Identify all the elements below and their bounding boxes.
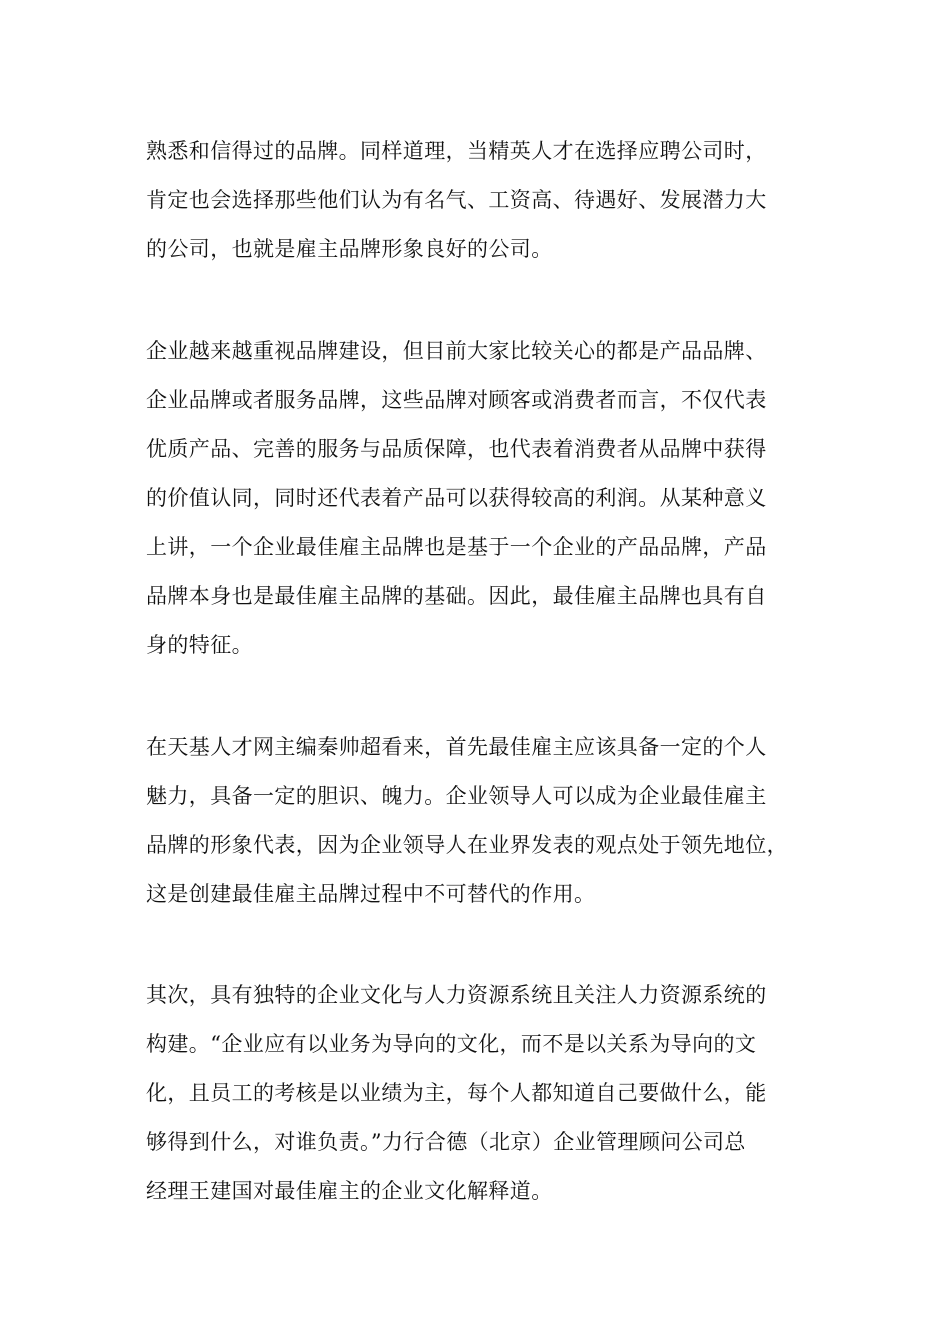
text-line: 身的特征。 [146, 633, 253, 657]
text-line: 品牌本身也是最佳雇主品牌的基础。因此，最佳雇主品牌也具有自 [146, 584, 767, 608]
text-line: 优质产品、完善的服务与品质保障，也代表着消费者从品牌中获得 [146, 437, 767, 461]
paragraph-3 [146, 723, 816, 919]
paragraph-4 [146, 971, 816, 1216]
text-line: 这是创建最佳雇主品牌过程中不可替代的作用。 [146, 882, 596, 906]
text-line: 企业越来越重视品牌建设，但目前大家比较关心的都是产品品牌、 [146, 339, 767, 363]
text-line: 经理王建国对最佳雇主的企业文化解释道。 [146, 1179, 553, 1203]
text-line: 够得到什么，对谁负责。”力行合德（北京）企业管理顾问公司总 [146, 1130, 746, 1154]
text-line: 魅力，具备一定的胆识、魄力。企业领导人可以成为企业最佳雇主 [146, 784, 767, 808]
text-line: 化，且员工的考核是以业绩为主，每个人都知道自己要做什么，能 [146, 1081, 767, 1105]
text-line: 其次，具有独特的企业文化与人力资源系统且关注人力资源系统的 [146, 983, 767, 1007]
paragraph-2 [146, 327, 816, 670]
text-line: 品牌的形象代表，因为企业领导人在业界发表的观点处于领先地位， [146, 833, 788, 857]
text-line: 肯定也会选择那些他们认为有名气、工资高、待遇好、发展潜力大 [146, 188, 767, 212]
paragraph-1 [146, 127, 816, 274]
text-line: 熟悉和信得过的品牌。同样道理，当精英人才在选择应聘公司时， [146, 139, 767, 163]
text-line: 的公司，也就是雇主品牌形象良好的公司。 [146, 237, 553, 261]
text-line: 构建。“企业应有以业务为导向的文化，而不是以关系为导向的文 [146, 1032, 757, 1056]
text-line: 上讲，一个企业最佳雇主品牌也是基于一个企业的产品品牌，产品 [146, 535, 767, 559]
text-line: 在天基人才网主编秦帅超看来，首先最佳雇主应该具备一定的个人 [146, 735, 767, 759]
text-line: 的价值认同，同时还代表着产品可以获得较高的利润。从某种意义 [146, 486, 767, 510]
text-line: 企业品牌或者服务品牌，这些品牌对顾客或消费者而言，不仅代表 [146, 388, 767, 412]
